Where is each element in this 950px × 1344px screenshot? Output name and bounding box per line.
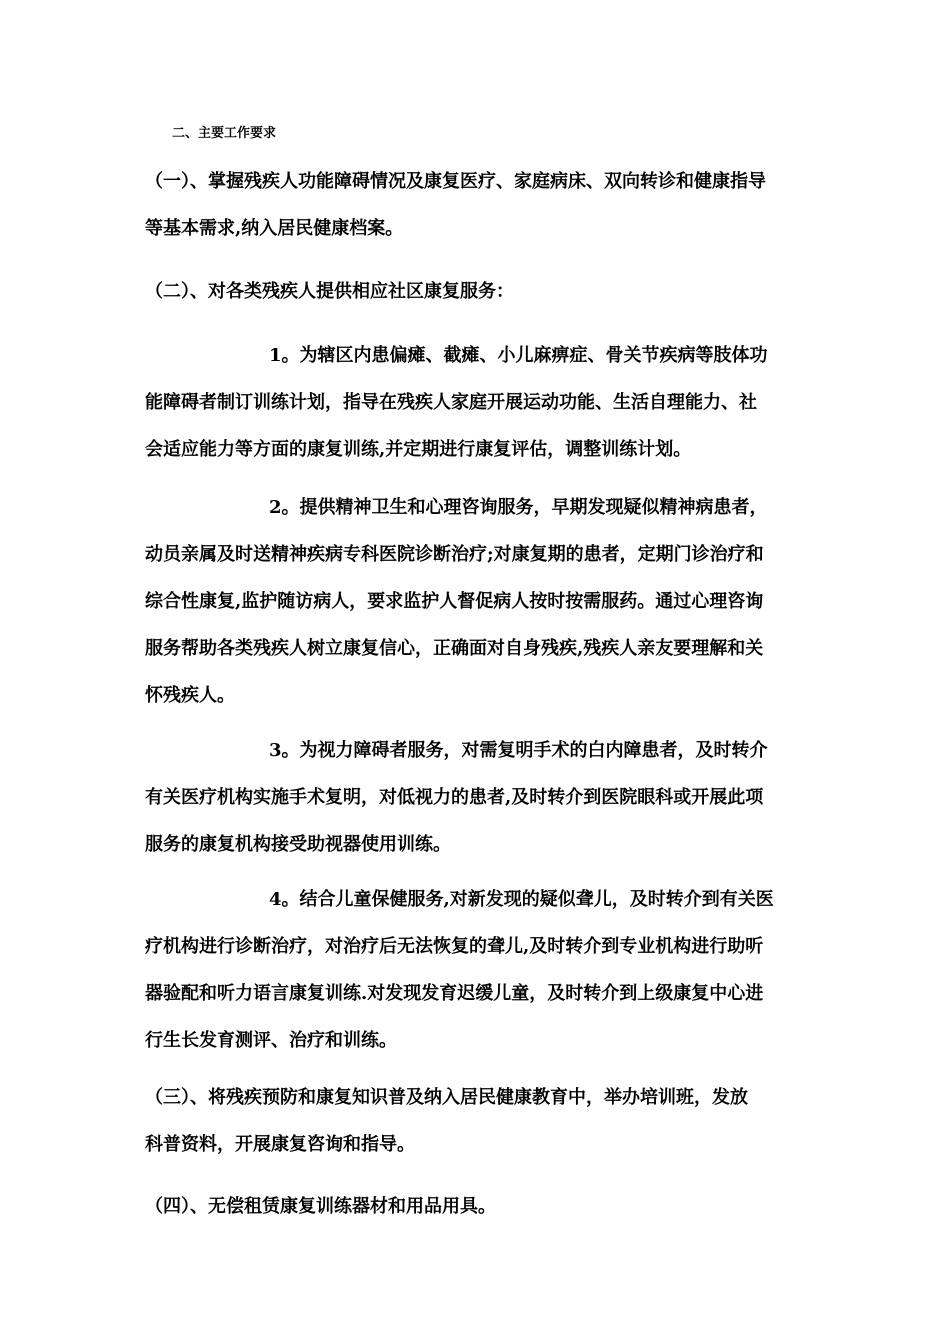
paragraph-section-2 (145, 268, 820, 315)
paragraph-line: 动员亲属及时送精神疾病专科医院诊断治疗;对康复期的患者，定期门诊治疗和 (145, 544, 764, 565)
paragraph-section-3 (145, 1074, 820, 1168)
paragraph-line: （四）、无偿租赁康复训练器材和用品用具。 (145, 1196, 496, 1217)
paragraph-line: （二）、对各类残疾人提供相应社区康复服务： (145, 281, 514, 302)
paragraph-section-1 (145, 158, 820, 252)
paragraph-line: 服务帮助各类残疾人树立康复信心，正确面对自身残疾,残疾人亲友要理解和关 (145, 638, 764, 659)
paragraph-line: 2。提供精神卫生和心理咨询服务，早期发现疑似精神病患者， (269, 497, 768, 518)
paragraph-line: 综合性康复,监护随访病人，要求监护人督促病人按时按需服药。通过心理咨询 (145, 591, 764, 612)
paragraph-line: 行生长发育测评、治疗和训练。 (145, 1030, 397, 1051)
paragraph-line: 能障碍者制订训练计划，指导在残疾人家庭开展运动功能、生活自理能力、社 (145, 392, 757, 413)
paragraph-line: 疗机构进行诊断治疗，对治疗后无法恢复的聋儿,及时转介到专业机构进行助听 (145, 936, 764, 957)
paragraph-line: 1。为辖区内患偏瘫、截瘫、小儿麻痹症、骨关节疾病等肢体功 (269, 345, 768, 366)
paragraph-line: 科普资料，开展康复咨询和指导。 (145, 1134, 415, 1155)
paragraph-line: 怀残疾人。 (145, 685, 235, 706)
paragraph-line: 3。为视力障碍者服务，对需复明手术的白内障患者，及时转介 (269, 740, 768, 761)
paragraph-line: 服务的康复机构接受助视器使用训练。 (145, 834, 451, 855)
paragraph-item-1 (145, 332, 820, 473)
paragraph-line: 4。结合儿童保健服务,对新发现的疑似聋儿，及时转介到有关医 (269, 889, 774, 910)
paragraph-line: （三）、将残疾预防和康复知识普及纳入居民健康教育中，举办培训班，发放 (145, 1087, 748, 1108)
section-heading: 二、主要工作要求 (172, 126, 277, 141)
paragraph-item-3 (145, 727, 820, 868)
paragraph-line: 会适应能力等方面的康复训练,并定期进行康复评估，调整训练计划。 (145, 439, 692, 460)
paragraph-line: （一）、掌握残疾人功能障碍情况及康复医疗、家庭病床、双向转诊和健康指导 (145, 171, 766, 192)
paragraph-line: 器验配和听力语言康复训练.对发现发育迟缓儿童，及时转介到上级康复中心进 (145, 983, 764, 1004)
paragraph-section-4 (145, 1183, 820, 1230)
paragraph-line: 等基本需求,纳入居民健康档案。 (145, 218, 404, 239)
paragraph-line: 有关医疗机构实施手术复明，对低视力的患者,及时转介到医院眼科或开展此项 (145, 787, 764, 808)
paragraph-item-2 (145, 484, 820, 719)
paragraph-item-4 (145, 876, 820, 1064)
